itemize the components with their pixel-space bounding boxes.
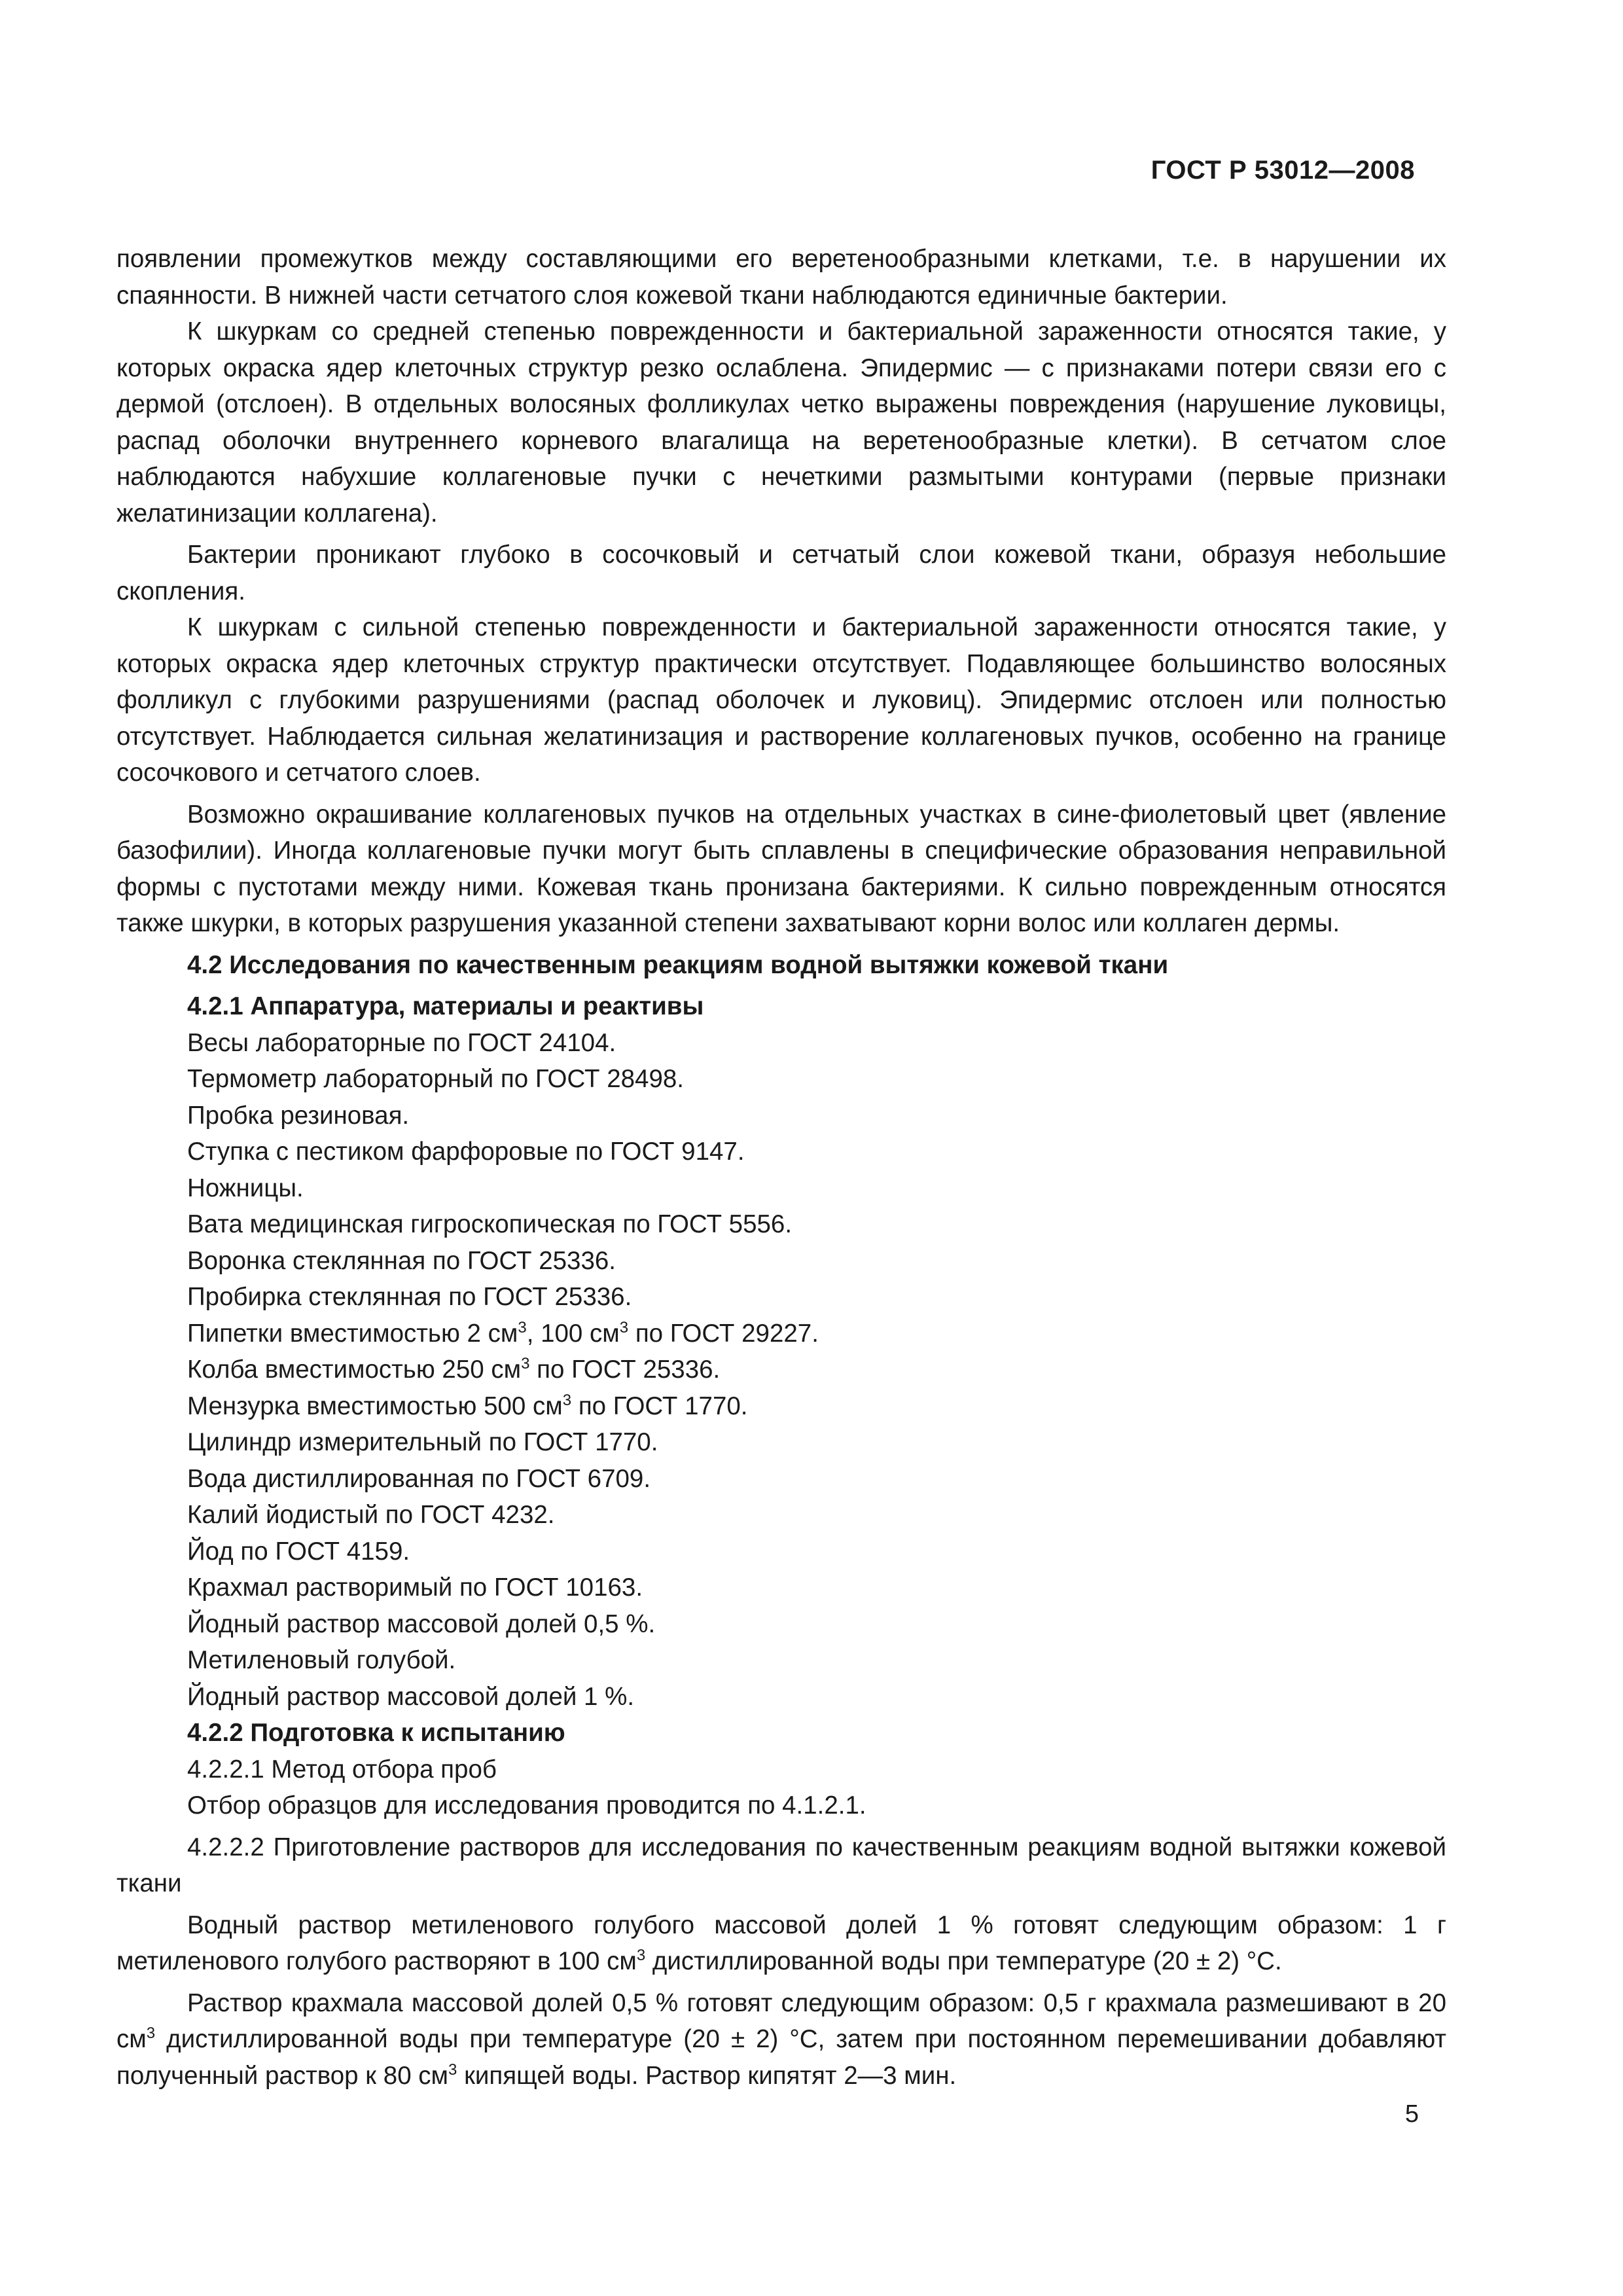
- superscript: 3: [562, 1391, 572, 1409]
- list-item: [116, 1388, 1446, 1425]
- list-item: Ножницы.: [187, 1174, 304, 1202]
- list-item: Калий йодистый по ГОСТ 4232.: [187, 1501, 555, 1529]
- paragraph-methylene-blue: [116, 1907, 1446, 1980]
- list-item: Йодный раствор массовой долей 0,5 %.: [187, 1609, 656, 1638]
- subsection-4-2-2-1: 4.2.2.1 Метод отбора проб: [187, 1755, 497, 1784]
- superscript: 3: [146, 2024, 156, 2042]
- list-item: Вата медицинская гигроскопическая по ГОСТ 5556.: [187, 1210, 793, 1238]
- list-item: Воронка стеклянная по ГОСТ 25336.: [187, 1246, 616, 1275]
- paragraph-sampling: Отбор образцов для исследования проводится по 4.1.2.1.: [187, 1791, 866, 1820]
- section-heading-4-2: 4.2 Исследования по качественным реакциям водной вытяжки кожевой ткани: [187, 950, 1169, 979]
- section-heading-4-2-2: 4.2.2 Подготовка к испытанию: [187, 1719, 565, 1747]
- list-item: Ступка с пестиком фарфоровые по ГОСТ 9147.: [187, 1138, 745, 1166]
- paragraph-bacteria: Бактерии проникают глубоко в сосочковый и сетчатый слои кожевой ткани, образуя небольшие скопления.: [116, 541, 1446, 605]
- paragraph-starch-solution: [116, 1985, 1446, 2094]
- text-span: дистиллированной воды при температуре (20 ± 2) °C, затем при постоянном перемешивании добавляют полученный раствор к 80 см: [116, 2025, 1446, 2090]
- text-span: по ГОСТ 1770.: [571, 1391, 748, 1420]
- paragraph-basophilia: Возможно окрашивание коллагеновых пучков на отдельных участках в сине-фиолетовый цвет (явление базофилии). Иногда коллагеновые пучки могут быть сплавлены в специфические образования неправильной формы с пустотами между ними. Кожевая ткань пронизана бактериями. К сильно поврежденным относятся также шкурки, в которых разрушения указанной степени захватывают корни волос или коллаген дермы.: [116, 800, 1446, 937]
- list-item: Термометр лабораторный по ГОСТ 28498.: [187, 1065, 684, 1093]
- text-span: Колба вместимостью 250 см: [187, 1355, 522, 1384]
- document-header: ГОСТ Р 53012—2008: [1150, 156, 1415, 185]
- paragraph-medium-damage: К шкуркам со средней степенью поврежденности и бактериальной зараженности относятся такие, у которых окраска ядер клеточных структур резко ослаблена. Эпидермис — с признаками потери связи его с дермой (отслоен). В отдельных волосяных фолликулах четко выражены повреждения (нарушение луковицы, распад оболочки внутреннего корневого влагалища на веретенообразные клетки). В сетчатом слое наблюдаются набухшие коллагеновые пучки с нечеткими размытыми контурами (первые признаки желатинизации коллагена).: [116, 317, 1446, 528]
- text-span: Пипетки вместимостью 2 см: [187, 1319, 518, 1348]
- list-item: [116, 1352, 1446, 1388]
- subsection-4-2-2-2: 4.2.2.2 Приготовление растворов для исследования по качественным реакциям водной вытяжки кожевой ткани: [116, 1833, 1446, 1897]
- list-item: Цилиндр измерительный по ГОСТ 1770.: [187, 1428, 658, 1456]
- text-span: Раствор крахмала массовой долей 0,5 % готовят следующим образом: 0,5 г крахмала размешивают в 20 см: [116, 1988, 1446, 2053]
- list-item: Крахмал растворимый по ГОСТ 10163.: [187, 1573, 643, 1602]
- section-heading-4-2-1: 4.2.1 Аппаратура, материалы и реактивы: [187, 992, 704, 1020]
- list-item: Весы лабораторные по ГОСТ 24104.: [187, 1028, 616, 1057]
- superscript: 3: [518, 1318, 527, 1336]
- text-span: по ГОСТ 25336.: [529, 1355, 721, 1384]
- list-item: Вода дистиллированная по ГОСТ 6709.: [187, 1464, 651, 1493]
- list-item: Метиленовый голубой.: [187, 1646, 456, 1674]
- superscript: 3: [448, 2060, 457, 2079]
- page-number: 5: [1404, 2100, 1419, 2128]
- text-span: , 100 см: [526, 1319, 620, 1348]
- document-body: [116, 241, 1446, 2094]
- paragraph-strong-damage: К шкуркам с сильной степенью поврежденности и бактериальной зараженности относятся такие, у которых окраска ядер клеточных структур практически отсутствует. Подавляющее большинство волосяных фолликул с глубокими разрушениями (распад оболочек и луковиц). Эпидермис отслоен или полностью отсутствует. Наблюдается сильная желатинизация и растворение коллагеновых пучков, особенно на границе сосочкового и сетчатого слоев.: [116, 613, 1446, 787]
- paragraph-continuation: появлении промежутков между составляющими его веретенообразными клетками, т.е. в нарушении их спаянности. В нижней части сетчатого слоя кожевой ткани наблюдаются единичные бактерии.: [116, 245, 1446, 310]
- text-span: кипящей воды. Раствор кипятят 2—3 мин.: [457, 2061, 957, 2090]
- text-span: Мензурка вместимостью 500 см: [187, 1391, 563, 1420]
- text-span: Водный раствор метиленового голубого массовой долей 1 % готовят следующим образом: 1 г метиленового голубого растворяют в 100 см: [116, 1910, 1446, 1975]
- superscript: 3: [521, 1355, 530, 1372]
- list-item: Пробирка стеклянная по ГОСТ 25336.: [187, 1283, 632, 1311]
- list-item: [116, 1316, 1446, 1352]
- text-span: по ГОСТ 29227.: [628, 1319, 819, 1348]
- list-item: Йод по ГОСТ 4159.: [187, 1537, 410, 1566]
- text-span: дистиллированной воды при температуре (20 ± 2) °C.: [645, 1947, 1282, 1975]
- superscript: 3: [636, 1946, 646, 1964]
- superscript: 3: [619, 1318, 629, 1336]
- list-item: Пробка резиновая.: [187, 1101, 410, 1130]
- list-item: Йодный раствор массовой долей 1 %.: [187, 1682, 635, 1711]
